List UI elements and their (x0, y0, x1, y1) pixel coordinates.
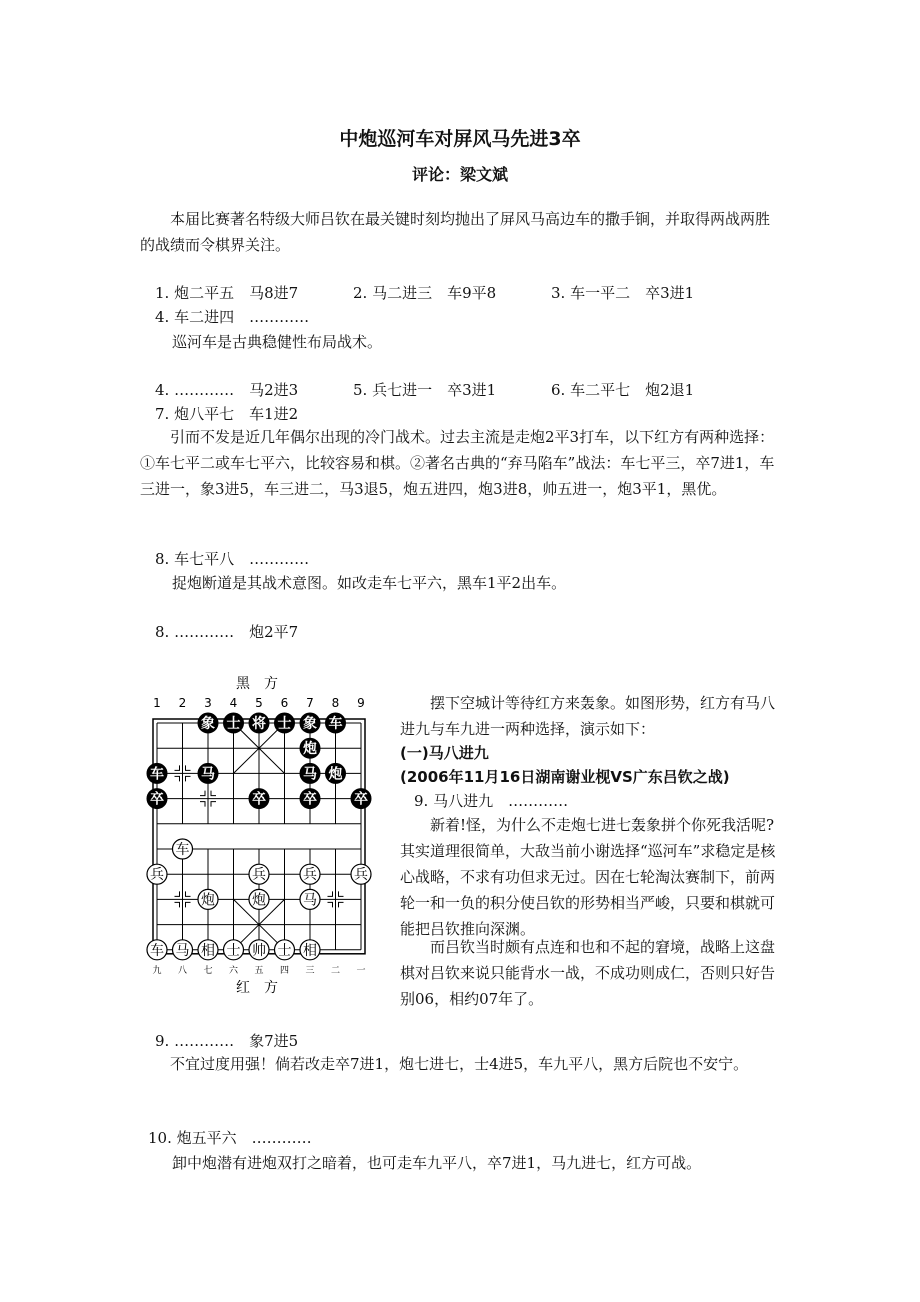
file-number: 6 (280, 696, 289, 710)
intro-paragraph: 本届比赛著名特级大师吕钦在最关键时刻均抛出了屏风马高边车的撒手锏，并取得两战两胜的战绩而令棋界关注。 (140, 210, 771, 254)
move-line (155, 379, 694, 400)
file-number: 四 (279, 966, 290, 976)
red-piece-label: 马 (175, 942, 190, 959)
board-bottom-label: 红 方 (236, 980, 278, 996)
red-piece-label: 兵 (354, 867, 368, 884)
point-marker (175, 891, 180, 896)
move: 1. 炮二平五 马8进7 (155, 284, 299, 302)
move: 8. 车七平八 ………… (155, 550, 310, 568)
point-marker (211, 802, 216, 807)
comment-paragraph: 引而不发是近几年偶尔出现的冷门战术。过去主流是走炮2平3打车，以下红方有两种选择：①车七平二或车七平六，比较容易和棋。②著名古典的“弃马陷车”战法：车七平三，卒7进1，车三进一，象3进5，车三进二，马3退5，炮五进四，炮3进8，帅五进一，炮3平1，黑优。 (140, 428, 775, 498)
page-title: 中炮巡河车对屏风马先进3卒 (339, 128, 581, 150)
file-number: 五 (254, 966, 264, 976)
file-number: 七 (203, 966, 213, 976)
black-piece-label: 卒 (303, 791, 317, 808)
point-marker (175, 902, 180, 907)
red-piece-label: 车 (175, 842, 190, 858)
move: 6. 车二平七 炮2退1 (551, 381, 695, 399)
point-marker (211, 791, 216, 796)
side-paragraph-1: 摆下空城计等待红方来轰象。如图形势，红方有马八进九与车九进一两种选择，演示如下： (400, 694, 776, 738)
byline: 评论：梁文斌 (411, 165, 508, 184)
game-source: (2006年11月16日湖南谢业枧VS广东吕钦之战) (400, 768, 730, 786)
black-piece-label: 象 (201, 716, 215, 732)
comment: 巡河车是古典稳健性布局战术。 (172, 333, 383, 351)
red-piece-label: 兵 (303, 867, 317, 884)
point-marker (186, 765, 191, 770)
comment: 捉炮断道是其战术意图。如改走车七平六，黑车1平2出车。 (172, 574, 567, 592)
red-piece-label: 兵 (252, 867, 266, 884)
side-paragraph-3: 而吕钦当时颇有点连和也和不起的窘境，战略上这盘棋对吕钦来说只能背水一战，不成功则成仁，否则只好告别06，相约07年了。 (400, 938, 776, 1008)
file-number: 7 (306, 696, 314, 710)
move: 3. 车一平二 卒3进1 (551, 284, 695, 302)
file-number: 六 (228, 966, 239, 976)
point-marker (175, 776, 180, 781)
red-piece-label: 相 (303, 942, 317, 959)
move: 9. ………… 象7进5 (155, 1032, 299, 1050)
file-number: 4 (229, 696, 238, 710)
black-piece-label: 士 (277, 716, 292, 732)
point-marker (200, 791, 205, 796)
file-number: 8 (331, 696, 340, 710)
red-piece-label: 士 (277, 942, 292, 959)
move: 4. 车二进四 ………… (155, 308, 310, 326)
red-piece-label: 炮 (252, 892, 266, 909)
board-top-label: 黑 方 (236, 676, 278, 692)
point-marker (328, 902, 333, 907)
red-piece-label: 炮 (201, 892, 215, 909)
point-marker (339, 891, 344, 896)
black-piece-label: 将 (252, 716, 266, 732)
black-piece-label: 卒 (150, 791, 164, 808)
file-number: 5 (255, 696, 263, 710)
black-piece-label: 车 (328, 716, 343, 732)
black-piece-label: 马 (303, 766, 317, 783)
black-piece-label: 炮 (328, 766, 343, 783)
move: 9. 马八进九 ………… (414, 792, 569, 810)
red-piece-label: 相 (201, 942, 215, 959)
move-line (155, 282, 694, 303)
black-piece-label: 炮 (303, 741, 317, 758)
move: 10. 炮五平六 ………… (148, 1129, 312, 1147)
move: 4. ………… 马2进3 (155, 381, 299, 399)
black-piece-label: 马 (201, 766, 215, 783)
file-number: 1 (153, 696, 161, 710)
point-marker (200, 802, 205, 807)
side-paragraph-2: 新着!怪，为什么不走炮七进七轰象拼个你死我活呢?其实道理很简单，大敌当前小谢选择“巡河车”求稳定是核心战略，不求有功但求无过。因在七轮淘汰赛制下，前两轮一和一负的积分使吕钦的形势相当严峻，只要和棋就可能把吕钦推向深渊。 (400, 816, 776, 938)
file-number: 一 (356, 966, 366, 976)
red-piece-label: 车 (150, 942, 164, 959)
xiangqi-board-diagram (140, 672, 390, 1002)
point-marker (186, 776, 191, 781)
comment: 卸中炮潜有进炮双打之暗着，也可走车九平八，卒7进1，马九进七，红方可战。 (172, 1154, 702, 1172)
move: 8. ………… 炮2平7 (155, 623, 299, 641)
file-number: 八 (177, 966, 188, 976)
point-marker (175, 765, 180, 770)
variation-heading: (一)马八进九 (400, 744, 489, 762)
point-marker (186, 891, 191, 896)
file-number: 9 (357, 696, 365, 710)
move: 2. 马二进三 车9平8 (353, 284, 497, 302)
black-piece-label: 象 (303, 716, 317, 732)
move: 5. 兵七进一 卒3进1 (353, 381, 497, 399)
black-piece-label: 士 (226, 716, 241, 732)
black-piece-label: 卒 (354, 791, 368, 808)
comment-paragraph: 不宜过度用强！倘若改走卒7进1，炮七进七，士4进5，车九平八，黑方后院也不安宁。 (170, 1055, 749, 1073)
black-piece-label: 卒 (252, 791, 266, 808)
red-piece-label: 帅 (252, 942, 266, 959)
file-number: 二 (330, 966, 341, 976)
point-marker (186, 902, 191, 907)
red-piece-label: 马 (303, 892, 317, 909)
red-piece-label: 士 (226, 942, 241, 959)
red-piece-label: 兵 (150, 867, 164, 884)
file-number: 九 (152, 966, 162, 976)
point-marker (328, 891, 333, 896)
black-piece-label: 车 (150, 766, 164, 783)
file-number: 3 (204, 696, 212, 710)
file-number: 2 (178, 696, 187, 710)
point-marker (339, 902, 344, 907)
move: 7. 炮八平七 车1进2 (155, 405, 299, 423)
file-number: 三 (305, 966, 315, 976)
